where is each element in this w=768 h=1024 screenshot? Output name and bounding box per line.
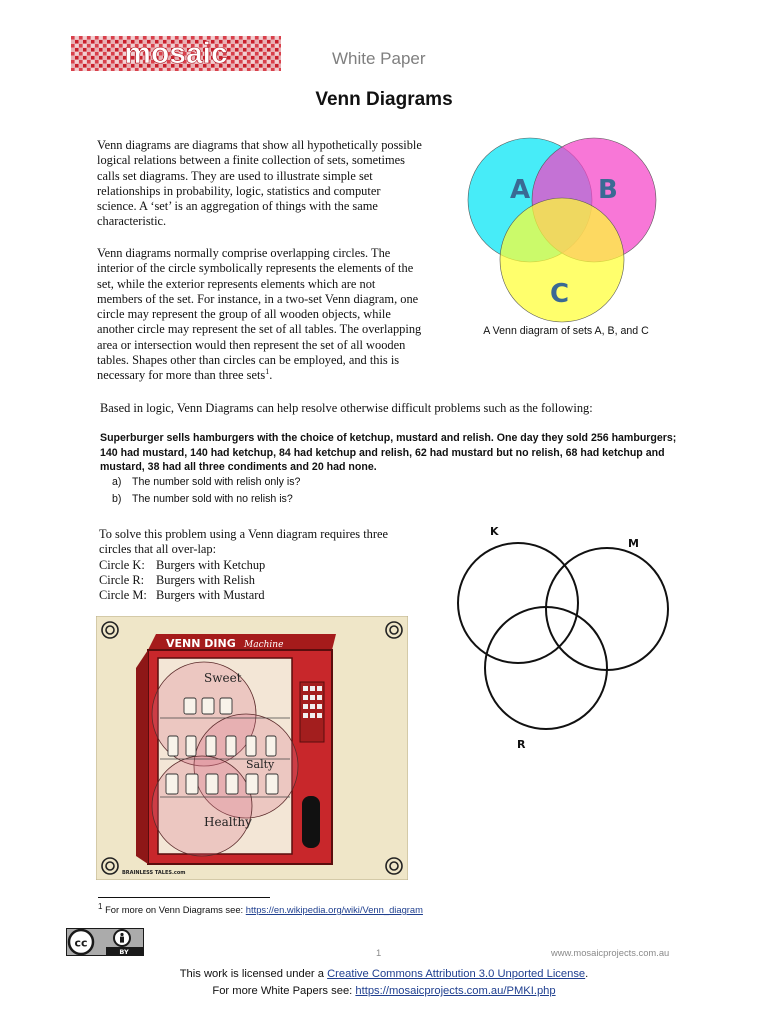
explanation-text: Venn diagrams normally comprise overlapping circles. The interior of the circle symbolically represents the elements of the set, while the exterior represents elements which are not members of the set. For instance, in a two-set Venn diagram, one circle may represent the group of all wooden objects, while another circle may represent the set of all tables. The overlapping area or intersection would then represent the set of all wooden tables. Shapes other than circles can be employed, and this is necessary for more than three sets bbox=[97, 246, 422, 383]
cc-by-text: BY bbox=[119, 947, 129, 956]
license-prefix: This work is licensed under a bbox=[179, 968, 328, 980]
list-item bbox=[112, 491, 300, 508]
logo-text: mosaic bbox=[124, 37, 228, 70]
footnote bbox=[98, 901, 423, 915]
list-item bbox=[99, 558, 419, 573]
label-m: M bbox=[628, 537, 639, 550]
footnote-text: For more on Venn Diagrams see: bbox=[105, 904, 246, 915]
venn-diagram-kmr bbox=[450, 520, 680, 760]
label-k: K bbox=[490, 525, 499, 538]
set-b-label: B bbox=[598, 175, 618, 205]
site-url: www.mosaicprojects.com.au bbox=[551, 947, 670, 958]
more-prefix: For more White Papers see: bbox=[212, 985, 356, 997]
label-sweet: Sweet bbox=[204, 671, 242, 685]
venn-caption: A Venn diagram of sets A, B, and C bbox=[483, 325, 649, 337]
list-item bbox=[99, 573, 419, 588]
cartoon-credit: BRAINLESS TALES.com bbox=[122, 870, 186, 876]
circle-key: Circle R: bbox=[99, 572, 145, 587]
circle-desc: Burgers with Mustard bbox=[156, 588, 265, 603]
wikipedia-link[interactable]: https://en.wikipedia.org/wiki/Venn_diagram bbox=[245, 904, 423, 915]
license-suffix: . bbox=[585, 968, 589, 980]
label-healthy: Healthy bbox=[204, 815, 252, 829]
set-c-label: C bbox=[550, 279, 570, 309]
page-title: Venn Diagrams bbox=[315, 89, 453, 110]
label-salty: Salty bbox=[246, 758, 275, 771]
question-label: b) bbox=[112, 493, 122, 505]
circle-k bbox=[458, 543, 578, 663]
more-papers-link[interactable]: https://mosaicprojects.com.au/PMKI.php bbox=[355, 985, 556, 997]
circle-desc: Burgers with Ketchup bbox=[156, 557, 266, 572]
question-list bbox=[112, 474, 300, 508]
explanation-end: . bbox=[269, 368, 273, 383]
license-footer bbox=[0, 966, 768, 1000]
intro-paragraph: Venn diagrams are diagrams that show all hypothetically possible logical relations between a finite collection of sets, sometimes calls set diagrams. They are used to illustrate simple set relationships in probability, logic, statistics and computer science. A ‘set’ is an aggregation of things with the same characteristic. bbox=[97, 138, 422, 229]
question-text: The number sold with relish only is? bbox=[132, 476, 301, 488]
license-line bbox=[0, 966, 768, 983]
cc-by-badge[interactable] bbox=[66, 928, 144, 956]
footnote-divider bbox=[98, 897, 270, 898]
list-item bbox=[112, 474, 300, 491]
solution-intro: To solve this problem using a Venn diagram requires three circles that all over-lap: bbox=[99, 527, 388, 557]
problem-intro: Based in logic, Venn Diagrams can help resolve otherwise difficult problems such as the following: bbox=[100, 401, 593, 415]
footnote-number: 1 bbox=[98, 901, 103, 911]
question-label: a) bbox=[112, 476, 122, 488]
document-type: White Paper bbox=[332, 49, 426, 68]
set-a-label: A bbox=[510, 175, 531, 205]
venn-diagram-abc bbox=[462, 136, 662, 326]
label-r: R bbox=[517, 738, 526, 751]
solution-paragraph bbox=[99, 527, 419, 603]
explanation-paragraph bbox=[97, 246, 422, 384]
mosaic-logo bbox=[71, 36, 281, 71]
page-number: 1 bbox=[376, 947, 382, 958]
problem-statement: Superburger sells hamburgers with the choice of ketchup, mustard and relish. One day they sold 256 hamburgers; 140 had mustard, 140 had ketchup, 84 had ketchup and relish, 62 had mustard but no relish, 68 had ketchup and mustard, 38 had all three condiments and 20 had none. bbox=[100, 432, 677, 473]
circle-desc: Burgers with Relish bbox=[156, 572, 255, 587]
venn-ding-cartoon bbox=[96, 616, 408, 880]
footnote-marker[interactable]: 1 bbox=[265, 367, 270, 377]
license-link[interactable]: Creative Commons Attribution 3.0 Unported License bbox=[327, 968, 586, 980]
banner-text: VENN DING bbox=[166, 637, 236, 650]
circle-key: Circle M: bbox=[99, 588, 147, 603]
banner-script: Machine bbox=[244, 640, 284, 650]
list-item bbox=[99, 588, 419, 603]
more-papers-line bbox=[0, 983, 768, 1000]
question-text: The number sold with no relish is? bbox=[132, 493, 293, 505]
cc-icon-text: cc bbox=[74, 936, 88, 950]
circle-key: Circle K: bbox=[99, 557, 145, 572]
